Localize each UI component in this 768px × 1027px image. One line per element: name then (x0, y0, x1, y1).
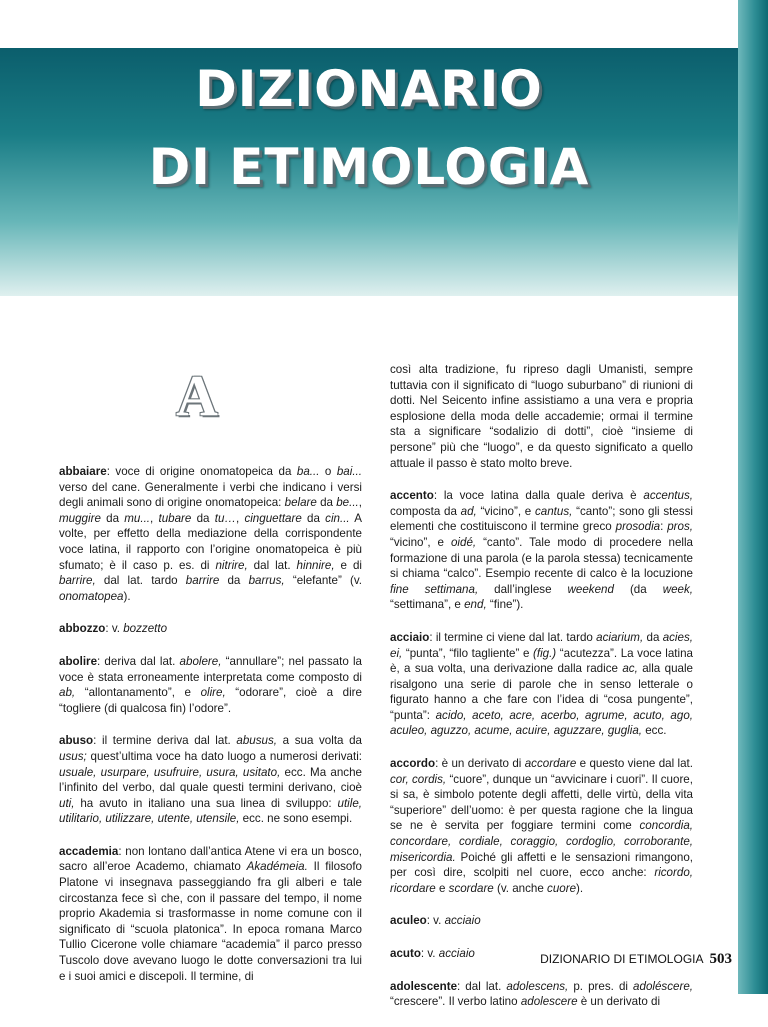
italic-term: cinguettare (244, 511, 302, 525)
entry-text: da (301, 511, 326, 525)
italic-term: cor, cordis, (390, 772, 447, 786)
page-footer (540, 951, 732, 968)
banner-title-line1: DIZIONARIO (195, 60, 543, 118)
entry-text: ). (576, 881, 584, 895)
italic-term: be... (336, 496, 359, 510)
entry-text: : v. (105, 622, 124, 636)
italic-term: adoléscere, (633, 979, 693, 993)
italic-term: olire, (200, 686, 226, 700)
italic-term: ab, (59, 686, 76, 700)
entry-text: “settimana”, e (390, 598, 465, 612)
entry-text: “punta”, “filo tagliente” e (402, 646, 533, 660)
entry-text: : dal lat. (457, 979, 507, 993)
headword: accademia (59, 844, 119, 858)
entry-accademia-cont (390, 362, 693, 471)
entry-text: : non lontano dall’antica Atene vi era un bosco, sacro all’eroe Academo, chiamato (59, 844, 362, 874)
side-color-strip (738, 0, 768, 994)
entry-text: da (100, 511, 125, 525)
entry-text: e (435, 881, 449, 895)
entry-text: (v. anche (493, 881, 548, 895)
entry-text: ). (123, 589, 131, 603)
right-column (390, 362, 693, 1027)
italic-term: accentus, (643, 489, 693, 503)
headword: abbaiare (59, 465, 107, 478)
entry-accento (390, 488, 693, 613)
entry-text: , (358, 496, 363, 510)
italic-term: hinnire, (296, 558, 335, 572)
italic-term: ricordo, ricordare (390, 866, 693, 895)
entry-text: “elefante” (v. (284, 574, 362, 588)
italic-term: tubare (158, 511, 192, 525)
entry-text: o (319, 465, 337, 478)
headword: abbozzo (59, 622, 106, 636)
entry-text: è un derivato di (577, 995, 661, 1009)
entry-text: : v. (420, 947, 439, 960)
entry-text: da (219, 574, 249, 588)
left-column (59, 464, 362, 1001)
italic-term: prosodia (615, 520, 661, 534)
entry-abbozzo (59, 621, 362, 637)
entry-text: (da (613, 582, 663, 596)
headword: abuso (59, 734, 94, 748)
italic-term: uti, (59, 796, 75, 810)
italic-term: adolescere (520, 995, 578, 1009)
entry-abbaiare (59, 464, 362, 604)
entry-text: “vicino”, e (476, 504, 535, 518)
entry-text: ha avuto in italiano una sua linea di sviluppo: (74, 796, 338, 810)
entry-accordo (390, 756, 693, 896)
italic-term: week, (662, 582, 693, 596)
entry-text: : voce di origine onomatopeica da (106, 465, 297, 478)
entry-text: p. pres. di (568, 979, 634, 993)
italic-term: acido, aceto, acre, acerbo, agrume, acuto, ago, aculeo, aguzzo, acume, acuire, aguzzare, guglia, (390, 708, 693, 738)
italic-term: barrire, (59, 574, 96, 588)
entry-text: A volte, per effetto della mediazione della corrispondente voce latina, il rapporto con l’origine onomatopeica è più sfumato; è il caso p. es. di (59, 511, 362, 572)
headword: adolescente (390, 979, 458, 993)
entry-text: , (150, 511, 159, 525)
entry-text: : è un derivato di (435, 757, 525, 771)
entry-text: “annullare”; nel passato la voce è stata erroneamente interpretata come composto di (59, 654, 362, 684)
entry-text: dall’inglese (478, 582, 568, 596)
italic-term: barrire (185, 574, 220, 588)
italic-term: scordare (448, 881, 494, 895)
entry-adolescente (390, 979, 693, 1010)
italic-term: accordare (524, 757, 577, 771)
entry-text: Poiché gli affetti e le sensazioni rimangono, per così dire, scolpiti nel cuore, ecco anche: (390, 850, 693, 880)
italic-term: utile, utilitario, utilizzare, utente, utensile, (59, 796, 362, 826)
entry-text: : il termine ci viene dal lat. tardo (429, 630, 597, 644)
entry-text: ecc. (642, 724, 667, 738)
italic-term: abusus, (236, 734, 278, 748)
italic-term: usus; (59, 749, 87, 763)
section-letter: A (176, 363, 218, 428)
entry-text: : la voce latina dalla quale deriva è (433, 489, 644, 503)
banner-title-line2: DI ETIMOLOGIA (148, 138, 590, 196)
italic-term: cuore (547, 881, 577, 895)
headword: accento (390, 489, 434, 503)
italic-term: pros, (667, 520, 693, 534)
entry-text: da (316, 496, 337, 510)
italic-term: end, (464, 598, 487, 612)
entry-text: “cuore”, dunque un “avvicinare i cuori”. Il cuore, si sa, è simbolo potente degli affetti, delle virtù, della vita “superiore” dell’uomo: è per questa ragione che la lingua se ne è servita per foggiare termini come (390, 772, 693, 833)
entry-text: così alta tradizione, fu ripreso dagli Umanisti, sempre tuttavia con il significato di “luogo suburbano” di riunioni di dotti. Nel Seicento infine assistiamo a una vera e propria esplosione della moda delle accademie; ormai il termine sta a significare “sodalizio di dotti”, cioè “insieme di persone” più che “luogo”, e da questo significato a quello attuale il passo è stato molto breve. (390, 363, 693, 470)
entry-text: : v. (426, 914, 445, 928)
entry-text: “vicino”, e (390, 535, 451, 549)
italic-term: (fig.) (532, 646, 557, 660)
italic-term: onomatopea (59, 589, 124, 603)
page-number: 503 (709, 951, 732, 967)
italic-term: acciaio (444, 914, 481, 928)
entry-text: Il filosofo Platone vi insegnava passeggiando fra gli alberi e tale circostanza fece sì che, con il passare del tempo, il nome proprio Akademia si trasformasse in nome comune con il significato di “scuola platonica”. In epoca romana Marco Tullio Cicerone volle chiamare “academia” il parco presso Tuscolo dove avevano luogo le dotte conversazioni tra lui e i suoi amici e discepoli. Il termine, di (59, 860, 362, 983)
italic-term: abolere, (179, 654, 222, 668)
italic-term: nitrire, (215, 558, 248, 572)
running-title: DIZIONARIO DI ETIMOLOGIA (540, 952, 704, 966)
entry-text: “canto”. Tale modo di procedere nella formazione di una parola (e la parola stessa) tecnicamente si chiama “calco”. Esempio recente di calco è la locuzione (390, 535, 693, 581)
headword: acciaio (390, 630, 430, 644)
italic-term: weekend (567, 582, 614, 596)
entry-text: verso del cane. Generalmente i verbi che indicano i versi degli animali sono di origine onomatopeica: (59, 480, 362, 510)
italic-term: concordia, concordare, cordiale, coraggio, cordoglio, corroborante, misericordia. (390, 819, 693, 864)
italic-term: oidé, (450, 535, 477, 549)
entry-text: alla quale risalgono una serie di parole che in senso letterale o figurato hanno a che fare con l’idea di “cosa pungente”, “punta”: (390, 662, 694, 722)
entry-text: : il termine deriva dal lat. (93, 734, 237, 748)
italic-term: tu… (214, 511, 236, 525)
entry-text: “acutezza”. La voce latina è, a sua volta, una derivazione dalla radice (390, 646, 693, 676)
headword: acuto (390, 947, 421, 960)
headword: aculeo (390, 914, 427, 928)
entry-text: “odorare”, cioè a dire “togliere (di qualcosa fin) l’odore”. (59, 686, 362, 715)
italic-term: mu... (124, 511, 151, 525)
entry-abuso (59, 733, 362, 827)
headword: accordo (390, 757, 436, 771)
italic-term: acciaio (438, 947, 475, 960)
entry-text: da (643, 630, 663, 644)
entry-accademia (59, 844, 362, 984)
italic-term: cantus, (534, 504, 573, 518)
entry-aculeo (390, 913, 693, 929)
italic-term: Akadémeia. (246, 860, 308, 874)
entry-text: da (191, 511, 215, 525)
italic-term: barrus, (248, 574, 285, 588)
italic-term: bozzetto (123, 622, 168, 636)
entry-text: ecc. Ma anche l’infinito del verbo, dal quale questi termini derivano, cioè (59, 765, 362, 795)
entry-text: “crescere”. Il verbo latino (390, 995, 521, 1009)
entry-text: dal lat. (247, 558, 297, 572)
title-banner (0, 48, 738, 296)
italic-term: adolescens, (506, 979, 569, 993)
entry-text: “allontanamento”, e (75, 686, 201, 700)
entry-text: “canto”; sono gli stessi elementi che costituiscono il termine greco (390, 504, 693, 534)
italic-term: belare (284, 496, 317, 510)
italic-term: bai... (336, 465, 362, 478)
entry-acciaio (390, 630, 693, 739)
italic-term: acies, ei, (390, 630, 693, 660)
italic-term: ba... (296, 465, 320, 478)
italic-term: aciarium, (596, 630, 644, 644)
entry-text: e questo viene dal lat. (576, 757, 693, 771)
entry-text: : deriva dal lat. (97, 654, 180, 668)
italic-term: fine settimana, (390, 582, 479, 596)
entry-abolire (59, 654, 362, 716)
italic-term: usuale, usurpare, usufruire, usura, usitato, (59, 765, 281, 779)
entry-text: “fine”). (486, 598, 524, 612)
italic-term: ad, (460, 504, 477, 518)
italic-term: cin... (325, 511, 350, 525)
entry-text: ecc. ne sono esempi. (239, 812, 353, 826)
entry-text: , (235, 511, 245, 525)
entry-text: composta da (390, 504, 461, 518)
italic-term: muggire (59, 511, 101, 525)
entry-text: quest’ultima voce ha dato luogo a numerosi derivati: (86, 749, 362, 763)
italic-term: ac, (622, 662, 638, 676)
headword: abolire (59, 654, 98, 668)
entry-text: dal lat. tardo (95, 574, 186, 588)
entry-text: : (660, 520, 668, 534)
entry-text: e di (334, 558, 362, 572)
entry-text: a sua volta da (277, 734, 363, 748)
